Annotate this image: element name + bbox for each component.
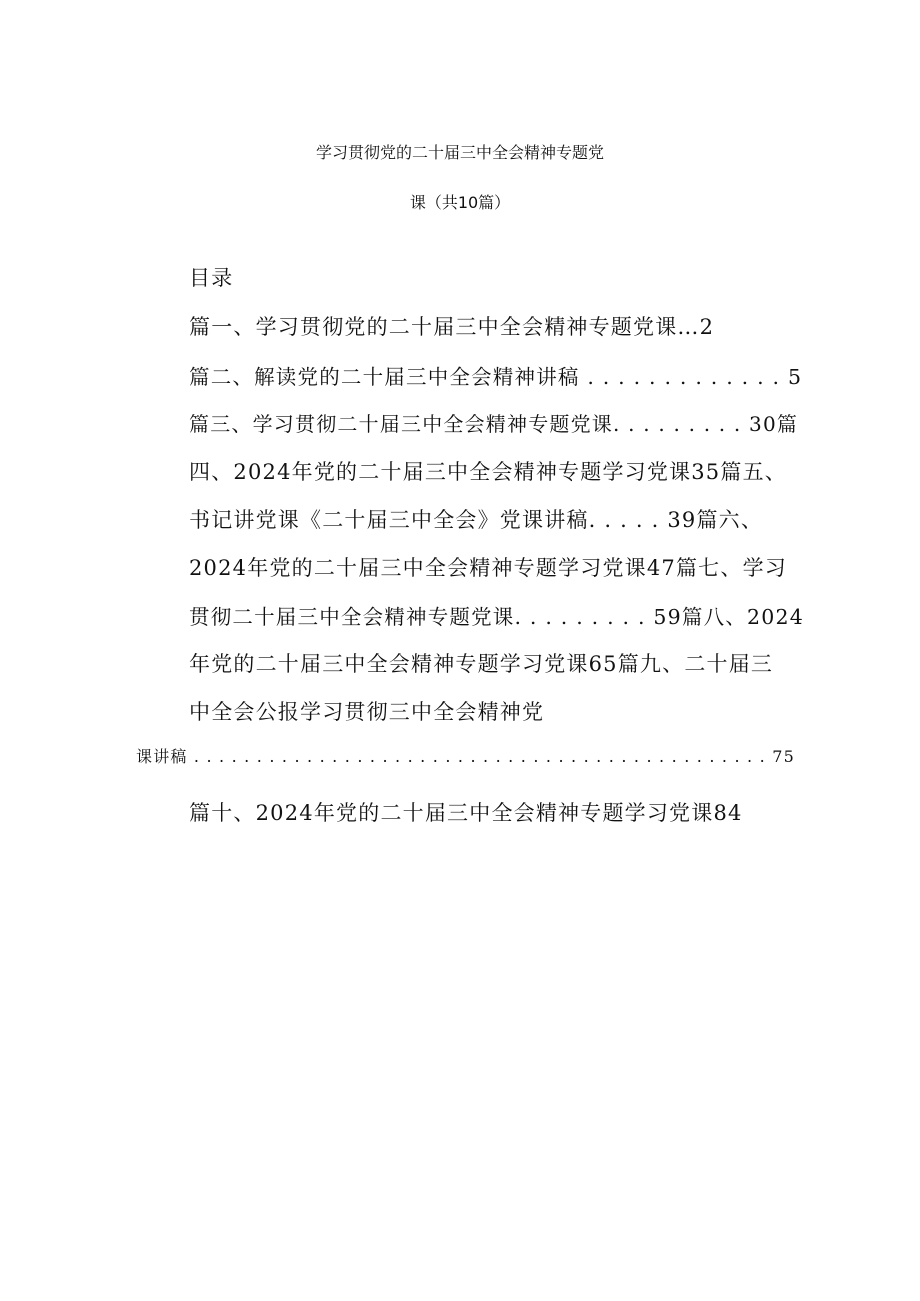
toc-line: 贯彻二十届三中全会精神专题党课. . . . . . . . . 59篇八、2024	[189, 605, 804, 629]
toc-line: 年党的二十届三中全会精神专题学习党课65篇九、二十届三	[189, 652, 774, 676]
toc-line: 四、2024年党的二十届三中全会精神专题学习党课35篇五、	[189, 460, 787, 484]
toc-line: 篇三、学习贯彻二十届三中全会精神专题党课. . . . . . . . . 30篇	[189, 412, 799, 436]
document-title-line-1: 学习贯彻党的二十届三中全会精神专题党	[315, 143, 604, 162]
toc-line: 篇十、2024年党的二十届三中全会精神专题学习党课84	[189, 801, 743, 825]
document-title-line-2: 课（共10篇）	[409, 193, 511, 212]
toc-line: 篇一、学习贯彻党的二十届三中全会精神专题党课…2	[189, 315, 715, 339]
toc-line: 篇二、解读党的二十届三中全会精神讲稿 . . . . . . . . . . . . . 5	[189, 365, 803, 389]
toc-line: 课讲稿 . . . . . . . . . . . . . . . . . . . . . . . . . . . . . . . . . . . . . . . . . . . . . . 75	[136, 747, 795, 766]
toc-line: 书记讲党课《二十届三中全会》党课讲稿. . . . . 39篇六、	[189, 508, 764, 532]
toc-heading: 目录	[189, 266, 234, 290]
toc-line: 中全会公报学习贯彻三中全会精神党	[189, 700, 545, 724]
toc-line: 2024年党的二十届三中全会精神专题学习党课47篇七、学习	[189, 556, 787, 580]
